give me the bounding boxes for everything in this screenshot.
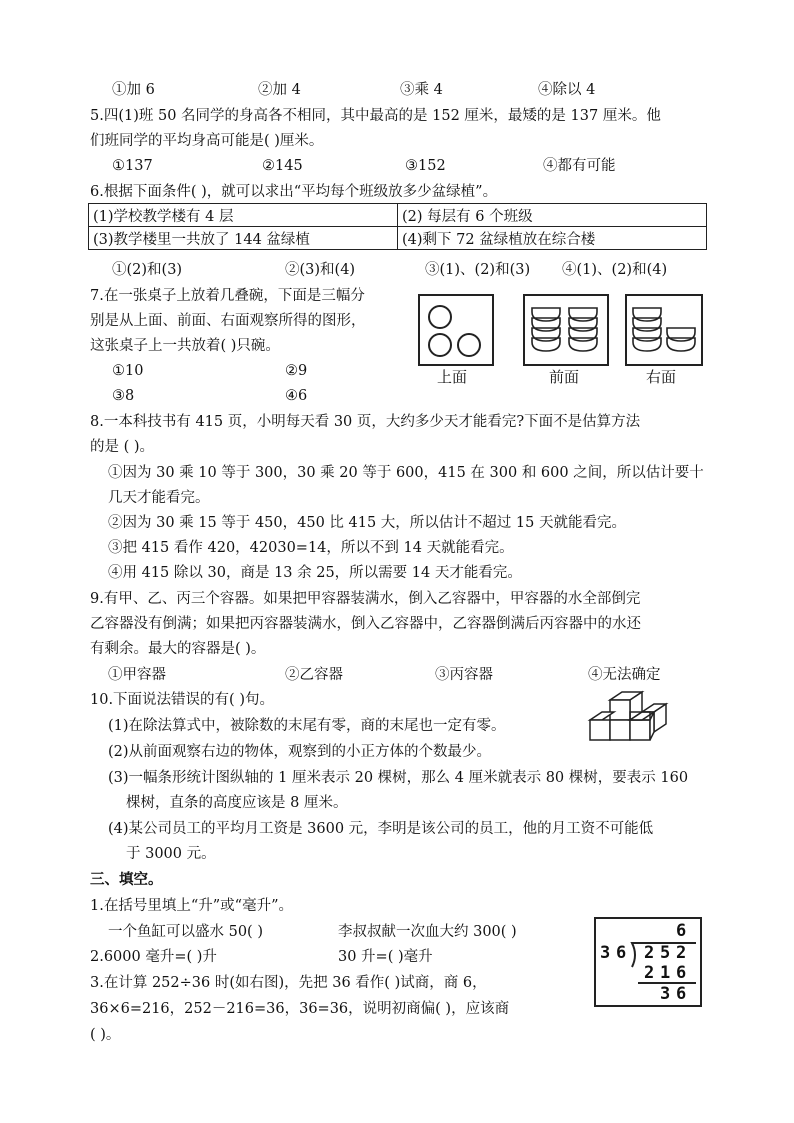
division-remainder-digit: 3 (660, 984, 671, 1004)
q4-option-2: ②加 4 (258, 82, 301, 98)
q6-condition-table (88, 203, 707, 250)
q9-option-2: ②乙容器 (285, 667, 343, 683)
division-product-digit: 6 (676, 963, 687, 983)
q4-option-3: ③乘 4 (400, 82, 443, 98)
q10-cube-figure (586, 688, 672, 756)
q9-stem-line3: 有剩余。最大的容器是( )。 (90, 641, 266, 657)
long-division-figure (594, 917, 702, 1007)
bowl-front-view-icon (525, 296, 607, 364)
q6-condition-3: (3)教学楼里一共放了 144 盆绿植 (89, 227, 398, 250)
q8-option-1-line1: ①因为 30 乘 10 等于 300，30 乘 20 等于 600，415 在 300 和 600 之间，所以估计要十 (108, 465, 704, 481)
table-row (89, 204, 707, 227)
q9-stem-line1: 9.有甲、乙、丙三个容器。如果把甲容器装满水，倒入乙容器中，甲容器的水全部倒完 (90, 591, 641, 607)
q6-option-2: ②(3)和(4) (285, 262, 356, 278)
q10-statement-2: (2)从前面观察右边的物体，观察到的小正方体的个数最少。 (108, 744, 492, 760)
s3-q2-part-a: 2.6000 毫升=( )升 (90, 949, 217, 965)
q7-caption-top: 上面 (437, 368, 468, 386)
division-product-digit: 1 (660, 963, 671, 983)
q5-stem-line2: 们班同学的平均身高可能是( )厘米。 (90, 133, 324, 149)
q8-stem-line2: 的是 ( )。 (90, 439, 155, 455)
q9-stem-line2: 乙容器没有倒满；如果把丙容器装满水，倒入乙容器中，乙容器倒满后丙容器中的水还 (90, 616, 641, 632)
q10-statement-1: (1)在除法算式中，被除数的末尾有零，商的末尾也一定有零。 (108, 718, 506, 734)
q10-statement-3-line2: 棵树，直条的高度应该是 8 厘米。 (126, 795, 348, 811)
division-divisor-digit: 3 (600, 943, 611, 963)
q6-option-3: ③(1)、(2)和(3) (425, 262, 531, 278)
bowl-right-view-icon (627, 296, 701, 364)
q8-option-1-line2: 几天才能看完。 (108, 490, 210, 506)
q7-top-view-figure (418, 294, 494, 366)
q7-option-3: ③8 (112, 388, 135, 404)
q6-condition-4: (4)剩下 72 盆绿植放在综合楼 (398, 227, 707, 250)
section-3-heading: 三、填空。 (90, 872, 163, 888)
q7-caption-front: 前面 (549, 368, 580, 386)
bowl-top-view-icon (420, 296, 492, 364)
s3-q1-part-b: 李叔叔献一次血大约 300( ) (338, 924, 517, 940)
q7-option-2: ②9 (285, 363, 308, 379)
q7-option-4: ④6 (285, 388, 308, 404)
division-dividend-digit: 5 (660, 943, 671, 963)
s3-q3-line1: 3.在计算 252÷36 时(如右图)，先把 36 看作( )试商，商 6， (90, 975, 487, 991)
q9-option-1: ①甲容器 (108, 667, 166, 683)
division-dividend-digit: 2 (644, 943, 655, 963)
q7-caption-right: 右面 (646, 368, 677, 386)
q5-option-2: ②145 (262, 158, 303, 174)
s3-q3-line3: ( )。 (90, 1027, 121, 1043)
s3-q1-stem: 1.在括号里填上“升”或“毫升”。 (90, 898, 293, 914)
q9-option-3: ③丙容器 (435, 667, 493, 683)
q7-right-view-figure (625, 294, 703, 366)
q7-stem-line3: 这张桌子上一共放着( )只碗。 (90, 338, 280, 354)
q5-option-3: ③152 (405, 158, 446, 174)
s3-q2-part-b: 30 升=( )毫升 (338, 949, 433, 965)
q6-option-4: ④(1)、(2)和(4) (562, 262, 668, 278)
q10-stem: 10.下面说法错误的有( )句。 (90, 692, 274, 708)
q5-stem-line1: 5.四(1)班 50 名同学的身高各不相同，其中最高的是 152 厘米，最矮的是 137 厘米。他 (90, 108, 661, 124)
q8-option-3: ③把 415 看作 420，42030=14，所以不到 14 天就能看完。 (108, 540, 514, 556)
q7-option-1: ①10 (112, 363, 144, 379)
q6-option-1: ①(2)和(3) (112, 262, 183, 278)
q5-option-4: ④都有可能 (543, 158, 616, 174)
q7-stem-line1: 7.在一张桌子上放着几叠碗，下面是三幅分 (90, 288, 365, 304)
q4-option-4: ④除以 4 (538, 82, 596, 98)
division-remainder-digit: 6 (676, 984, 687, 1004)
q8-option-2: ②因为 30 乘 15 等于 450，450 比 415 大，所以估计不超过 15 天就能看完。 (108, 515, 626, 531)
s3-q1-part-a: 一个鱼缸可以盛水 50( ) (108, 924, 263, 940)
q5-option-1: ①137 (112, 158, 153, 174)
q6-condition-1: (1)学校教学楼有 4 层 (89, 204, 398, 227)
s3-q3-line2: 36×6=216，252－216=36，36=36，说明初商偏( )，应该商 (90, 1001, 510, 1017)
q6-condition-2: (2) 每层有 6 个班级 (398, 204, 707, 227)
division-product-digit: 2 (644, 963, 655, 983)
q10-statement-4-line2: 于 3000 元。 (126, 846, 216, 862)
division-dividend-digit: 2 (676, 943, 687, 963)
q7-stem-line2: 别是从上面、前面、右面观察所得的图形， (90, 313, 366, 329)
q10-statement-4-line1: (4)某公司员工的平均月工资是 3600 元，李明是该公司的员工，他的月工资不可能低 (108, 821, 654, 837)
q7-front-view-figure (523, 294, 609, 366)
q8-stem-line1: 8.一本科技书有 415 页，小明每天看 30 页，大约多少天才能看完?下面不是估算方法 (90, 414, 641, 430)
q9-option-4: ④无法确定 (588, 667, 661, 683)
q8-option-4: ④用 415 除以 30，商是 13 余 25，所以需要 14 天才能看完。 (108, 565, 522, 581)
division-divisor-digit: 6 (616, 943, 627, 963)
q6-stem: 6.根据下面条件( )，就可以求出“平均每个班级放多少盆绿植”。 (90, 184, 498, 200)
q10-statement-3-line1: (3)一幅条形统计图纵轴的 1 厘米表示 20 棵树，那么 4 厘米就表示 80 棵树，要表示 160 (108, 770, 689, 786)
table-row (89, 227, 707, 250)
division-quotient: 6 (676, 921, 687, 941)
q4-option-1: ①加 6 (112, 82, 155, 98)
